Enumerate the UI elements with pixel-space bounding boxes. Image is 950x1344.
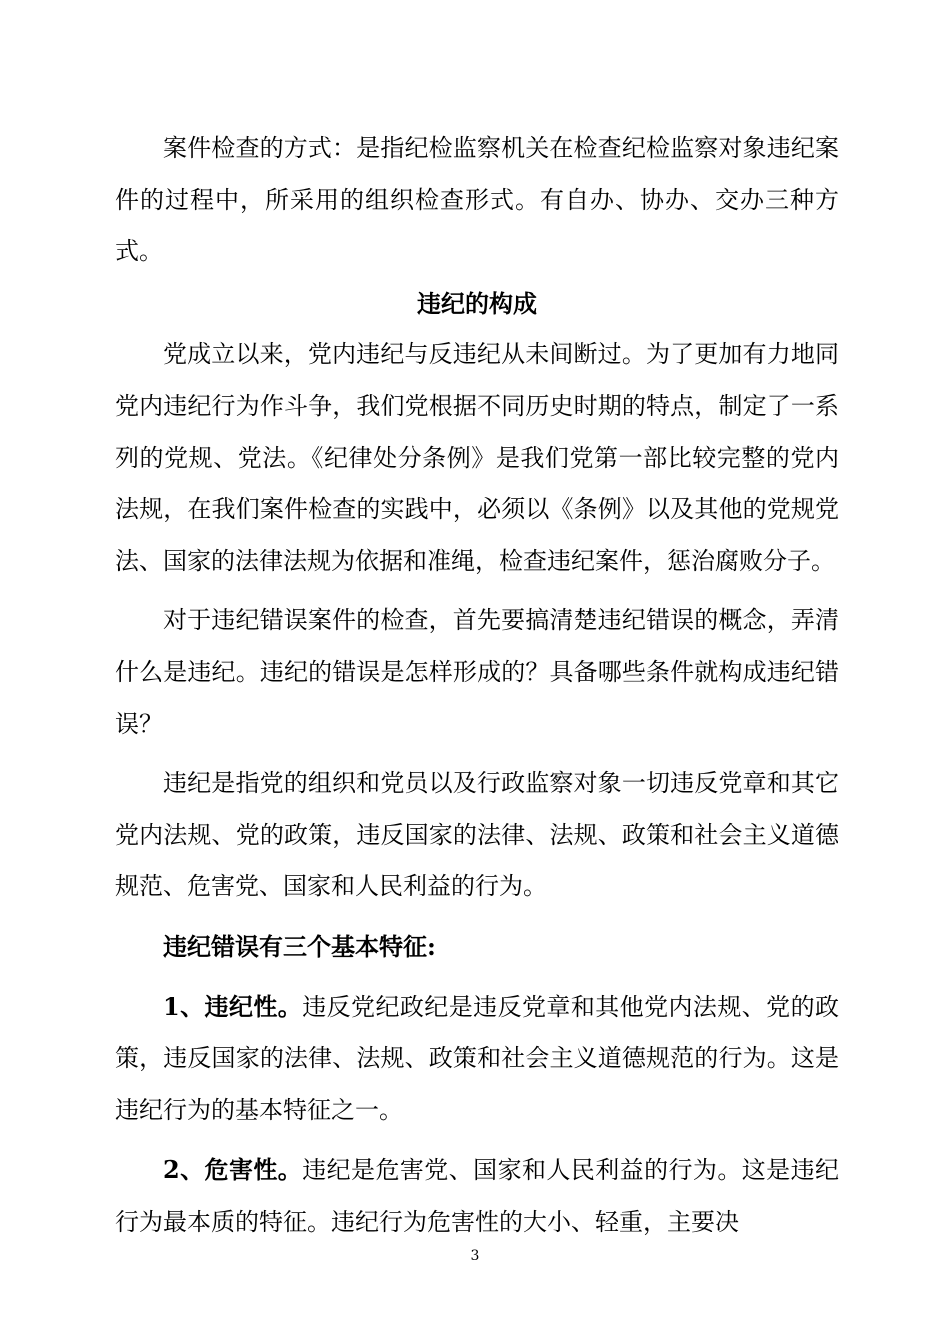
paragraph-definition: 违纪是指党的组织和党员以及行政监察对象一切违反党章和其它党内法规、党的政策，违反国家的法律、法规、政策和社会主义道德规范、危害党、国家和人民利益的行为。: [115, 769, 839, 901]
feature-1-text: 违反党纪政纪是违反党章和其他党内法规、党的政策，违反国家的法律、法规、政策和社会主义道德规范的行为。这是违纪行为的基本特征之一。: [115, 992, 840, 1124]
feature-1-label: 1、违纪性。: [163, 991, 303, 1021]
feature-2-text: 违纪是危害党、国家和人民利益的行为。这是违纪行为最本质的特征。违纪行为危害性的大小、轻重，主要决: [115, 1156, 840, 1236]
feature-item-2: [115, 1144, 839, 1248]
page-number: 3: [470, 1248, 480, 1264]
features-heading: 违纪错误有三个基本特征:: [163, 931, 436, 961]
paragraph-concept: 对于违纪错误案件的检查，首先要搞清楚违纪错误的概念，弄清什么是违纪。违纪的错误是怎样形成的？具备哪些条件就构成违纪错误？: [115, 606, 839, 738]
paragraph-case-inspection-method: 案件检查的方式：是指纪检监察机关在检查纪检监察对象违纪案件的过程中，所采用的组织检查形式。有自办、协办、交办三种方式。: [115, 134, 839, 266]
feature-item-1: [115, 981, 839, 1137]
paragraph-party-history: 党成立以来，党内违纪与反违纪从未间断过。为了更加有力地同党内违纪行为作斗争，我们党根据不同历史时期的特点，制定了一系列的党规、党法。《纪律处分条例》是我们党第一部比较完整的党内法规，在我们案件检查的实践中，必须以《条例》以及其他的党规党法、国家的法律法规为依据和准绳，检查违纪案件，惩治腐败分子。: [115, 340, 839, 575]
section-heading: 违纪的构成: [417, 288, 537, 318]
body-text: [115, 123, 839, 1248]
feature-2-label: 2、危害性。: [163, 1155, 303, 1185]
